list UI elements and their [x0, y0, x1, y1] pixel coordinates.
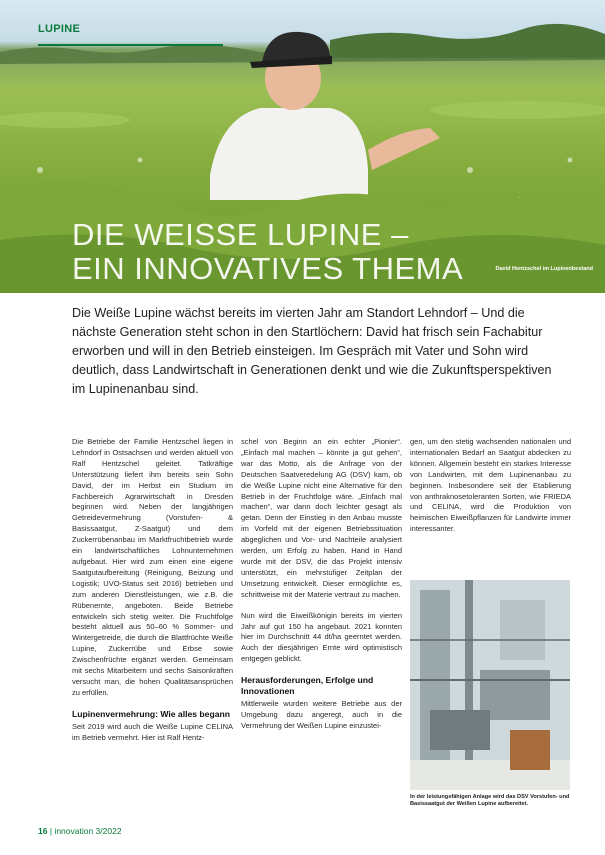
hero-photo-caption: David Hentzschel im Lupinenbestand [495, 266, 593, 272]
machinery-illustration [410, 580, 570, 790]
subheading: Herausforderungen, Erfolge und Innovationen [241, 675, 374, 697]
column-1 [72, 437, 233, 754]
article-title [72, 218, 463, 286]
section-rule [38, 44, 223, 46]
column-2 [241, 437, 402, 742]
column-3 [410, 437, 571, 545]
body-paragraph: Mittlerweile wurden weitere Betriebe aus der Umgebung dazu angeregt, auch in die Vermehrung der Weißen Lupine einzustei- [241, 699, 402, 730]
publication-name: innovation 3/2022 [54, 826, 122, 836]
title-line-1: DIE WEISSE LUPINE – [72, 217, 409, 252]
body-paragraph: gen, um den stetig wachsenden nationalen und internationalen Bedarf an Saatgut abdecken zu können. Allgemein besteht ein starkes Interesse von Landwirten, mit dem Lupinenanbau zu beginnen. Insbesondere seit der Etablierung von anthraknosetoleranten Sorten, wie FRIEDA und CELINA, wird die Produktion von heimischen Eiweißpflanzen für Landwirte immer interessanter. [410, 437, 571, 534]
hero-photo [0, 0, 605, 293]
body-paragraph: Seit 2019 wird auch die Weiße Lupine CELINA im Betrieb vermehrt. Hier ist Ralf Hentz- [72, 721, 233, 742]
seed-processing-photo [410, 580, 570, 790]
subheading: Lupinenvermehrung: Wie alles begann [72, 708, 230, 719]
body-paragraph: Nun wird die Eiweißkönigin bereits im vierten Jahr auf gut 150 ha angebaut. 2021 konnten hier im Durchschnitt 44 dt/ha geerntet werden. Auch der diesjährigen Ernte wird optimistisch entgegen geblickt. [241, 610, 402, 664]
body-paragraph: schel von Beginn an ein echter „Pionier“. „Einfach mal machen – könnte ja gut gehen“, war das Motto, als die Anfrage von der Deutschen Saatveredelung AG (DSV) kam, ob die Weiße Lupine nicht eine Alternative für den Betrieb in der Fruchtfolge wäre. „Einfach mal machen“, war dann doch leichter gesagt als getan. Denn der Einstieg in den Anbau musste im Vorfeld mit der eigenen Betriebssituation abgeglichen und Vor- und Nachteile analysiert werden, um Erfolg zu haben. Hand in Hand wurde mit der DSV, die das Projekt intensiv unterstützt, ein mehrstufiger Zeitplan der Umsetzung entwickelt. Dieser ermöglichte es, schrittweise mit der Materie vertraut zu machen. [241, 437, 402, 599]
page-footer [38, 826, 122, 836]
body-paragraph: Die Betriebe der Familie Hentzschel liegen in Lehndorf in Ostsachsen und werden aktuell von Ralf Hentzschel geleitet. Tatkräftige Unterstützung liefert ihm bereits sein Sohn David, der im Herbst ein Studium im Fachbereich Agrarwirtschaft in Dresden beginnen wird. Neben der langjährigen Getreidevermehrung (Vorstufen- & Basissaatgut, Z-Saatgut) und dem Zuckerrübenanbau im Marktfruchtbetrieb wurde ein landwirtschaftliches Lohnunternehmen aufgebaut. Hier wird zum einen eine eigene Saatgutaufbereitung (Reinigung, Beizung und Logistik; UVO-Status seit 2016) betrieben und zum anderen Dienstleistungen, wie z.B. die Rübenernte, angeboten. Beide Betriebe entwickeln sich stetig weiter. Die Fruchtfolge besteht aktuell aus 50–60 % Sommer- und Wintergetreide, die durch die Blattfrüchte Weiße Lupine, Zuckerrübe und Erbse sowie Zwischenfrüchte ergänzt werden. Gemeinsam mit sechs Mitarbeitern und sechs Saisonkräften versucht man, die hohen Qualitätsansprüchen zu erfüllen. [72, 437, 233, 697]
photo-caption: In der leistungsfähigen Anlage wird das DSV Vorstufen- und Basissaatgut der Weißen Lupine aufbereitet. [410, 794, 570, 808]
footer-separator: | [49, 826, 53, 836]
page-number: 16 [38, 826, 48, 836]
title-line-2: EIN INNOVATIVES THEMA [72, 251, 464, 286]
section-label: LUPINE [38, 23, 81, 35]
intro-paragraph: Die Weiße Lupine wächst bereits im vierten Jahr am Standort Lehndorf – Und die nächste Generation steht schon in den Startlöchern: David hat frisch sein Fachabitur erworben und will in den Betrieb einsteigen. Im Gespräch mit Vater und Sohn wird deutlich, dass Landwirtschaft in Generationen denkt und wie die Zukunftsperspektiven im Lupinenanbau sind. [72, 306, 552, 396]
